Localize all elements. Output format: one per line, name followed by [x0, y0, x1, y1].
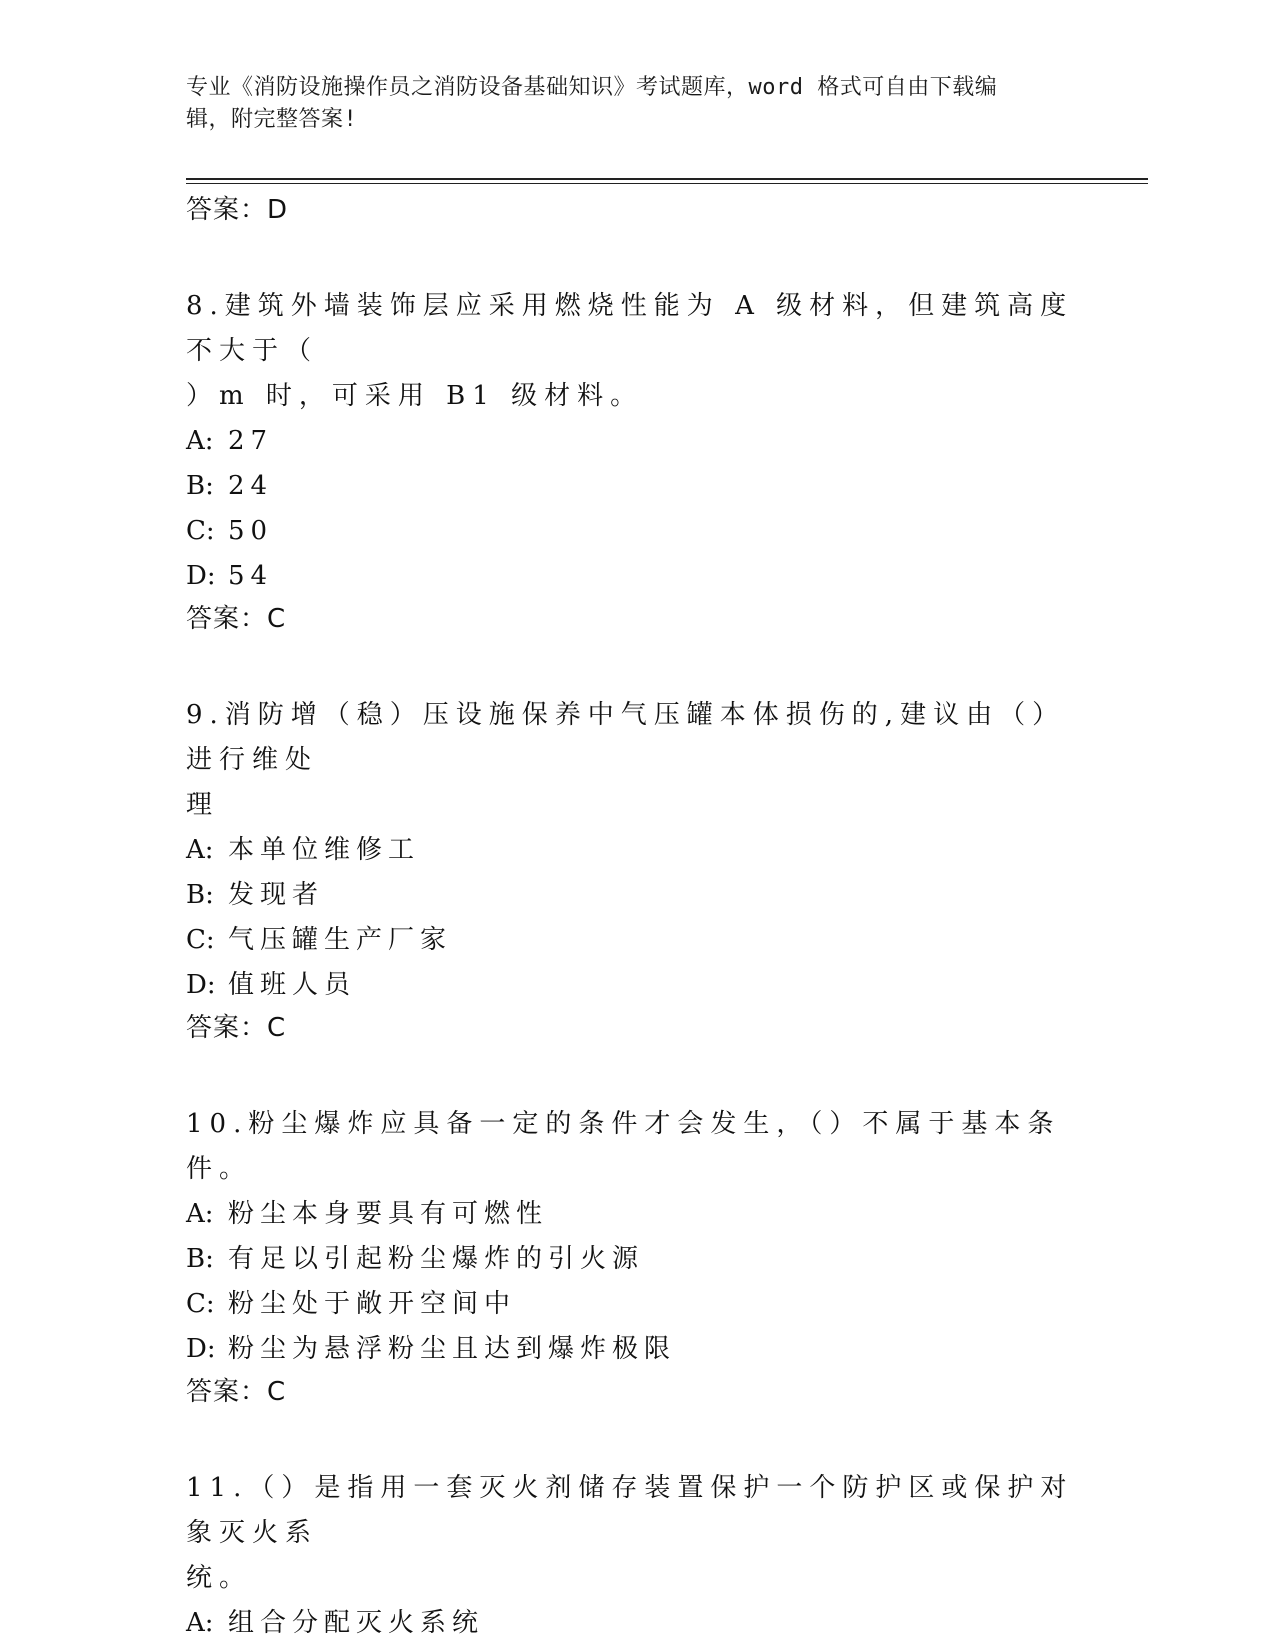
question-9 — [186, 693, 1086, 1048]
option-a — [186, 1192, 1086, 1237]
option-d — [186, 554, 1086, 599]
header-intro-line-2: 辑，附完整答案! — [186, 107, 358, 132]
option-text: 发现者 — [228, 880, 325, 910]
option-c — [186, 918, 1086, 963]
option-letter: D: — [186, 561, 216, 591]
header-divider-thin — [186, 183, 1148, 184]
question-stem-line-1: 10.粉尘爆炸应具备一定的条件才会发生，（）不属于基本条件。 — [186, 1109, 1061, 1184]
option-text: 本单位维修工 — [228, 835, 421, 865]
option-a — [186, 419, 1086, 464]
option-letter: B: — [186, 1244, 214, 1274]
option-text: 粉尘为悬浮粉尘且达到爆炸极限 — [228, 1334, 677, 1364]
option-letter: C: — [186, 516, 215, 546]
header-divider-thick — [186, 178, 1148, 180]
question-stem-line-2: ）m 时，可采用 B1 级材料。 — [186, 381, 644, 411]
option-d — [186, 963, 1086, 1008]
option-letter: B: — [186, 880, 214, 910]
option-text: 粉尘本身要具有可燃性 — [228, 1199, 549, 1229]
option-text: 50 — [228, 516, 274, 546]
question-10 — [186, 1102, 1086, 1412]
answer-line: 答案：C — [186, 1377, 287, 1407]
option-c — [186, 509, 1086, 554]
option-text: 气压罐生产厂家 — [228, 925, 453, 955]
option-a — [186, 828, 1086, 873]
question-list — [186, 190, 1086, 1646]
option-d — [186, 1327, 1086, 1372]
question-stem-line-2: 统。 — [186, 1563, 253, 1593]
option-letter: A: — [186, 835, 214, 865]
option-text: 值班人员 — [228, 970, 357, 1000]
option-text: 24 — [228, 471, 274, 501]
question-stem-line-1: 11.（）是指用一套灭火剂储存装置保护一个防护区或保护对象灭火系 — [186, 1473, 1074, 1548]
question-11 — [186, 1466, 1086, 1646]
option-text: 27 — [228, 426, 274, 456]
option-letter: D: — [186, 1334, 216, 1364]
option-c — [186, 1282, 1086, 1327]
option-letter: A: — [186, 1199, 214, 1229]
option-letter: C: — [186, 925, 215, 955]
answer-line: 答案：C — [186, 604, 287, 634]
option-b — [186, 873, 1086, 918]
option-b — [186, 1237, 1086, 1282]
option-text: 组合分配灭火系统 — [228, 1608, 485, 1638]
option-letter: A: — [186, 426, 214, 456]
option-b — [186, 464, 1086, 509]
option-text: 粉尘处于敞开空间中 — [228, 1289, 517, 1319]
option-letter: B: — [186, 471, 214, 501]
question-stem-line-1: 9.消防增（稳）压设施保养中气压罐本体损伤的,建议由（）进行维处 — [186, 700, 1066, 775]
previous-answer: 答案：D — [186, 195, 289, 225]
document-header — [186, 72, 1066, 136]
header-intro-line-1: 专业《消防设施操作员之消防设备基础知识》考试题库，word 格式可自由下载编 — [186, 75, 998, 100]
question-8 — [186, 284, 1086, 639]
option-a — [186, 1601, 1086, 1646]
option-text: 54 — [228, 561, 274, 591]
question-stem-line-2: 理 — [186, 790, 220, 820]
option-letter: A: — [186, 1608, 214, 1638]
question-stem-line-1: 8.建筑外墙装饰层应采用燃烧性能为 A 级材料，但建筑高度不大于（ — [186, 291, 1074, 366]
option-text: 有足以引起粉尘爆炸的引火源 — [228, 1244, 645, 1274]
option-letter: D: — [186, 970, 216, 1000]
answer-line: 答案：C — [186, 1013, 287, 1043]
option-letter: C: — [186, 1289, 215, 1319]
